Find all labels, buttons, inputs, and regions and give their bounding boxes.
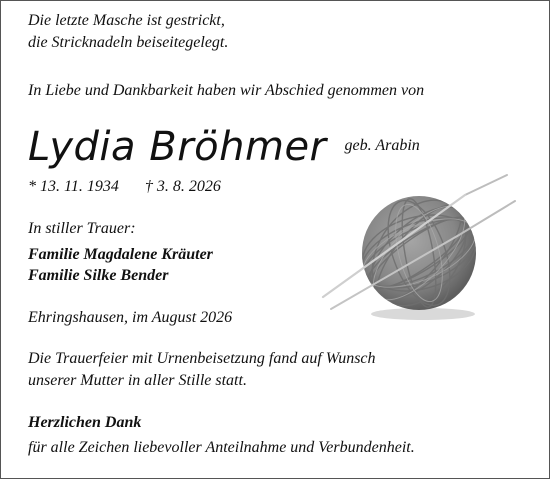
funeral-line-2: unserer Mutter in aller Stille statt. <box>28 372 247 389</box>
deceased-name: Lydia Bröhmer <box>28 124 327 170</box>
life-dates <box>28 177 221 197</box>
funeral-line-1: Die Trauerfeier mit Urnenbeisetzung fand auf Wunsch <box>28 350 376 367</box>
place-date: Ehringshausen, im August 2026 <box>28 309 233 326</box>
mourner-family-1: Familie Magdalene Kräuter <box>28 246 213 263</box>
thanks-heading: Herzlichen Dank <box>28 414 142 431</box>
birth-date: * 13. 11. 1934 <box>28 178 119 195</box>
intro-line-2: die Stricknadeln beiseitegelegt. <box>28 34 229 51</box>
needle-back-tip <box>465 175 507 195</box>
death-date: † 3. 8. 2026 <box>144 178 221 195</box>
mourner-family-2: Familie Silke Bender <box>28 267 169 284</box>
deceased-name-row <box>28 123 420 171</box>
yarn-ball-icon <box>319 169 519 324</box>
intro-line-1: Die letzte Masche ist gestrickt, <box>28 12 225 29</box>
mourners-heading: In stiller Trauer: <box>28 220 136 237</box>
needle-2-back-tip <box>459 201 515 235</box>
thanks-text: für alle Zeichen liebevoller Anteilnahme und Verbundenheit. <box>28 439 415 456</box>
birth-name: geb. Arabin <box>344 137 420 154</box>
farewell-line: In Liebe und Dankbarkeit haben wir Abschied genommen von <box>28 82 425 99</box>
